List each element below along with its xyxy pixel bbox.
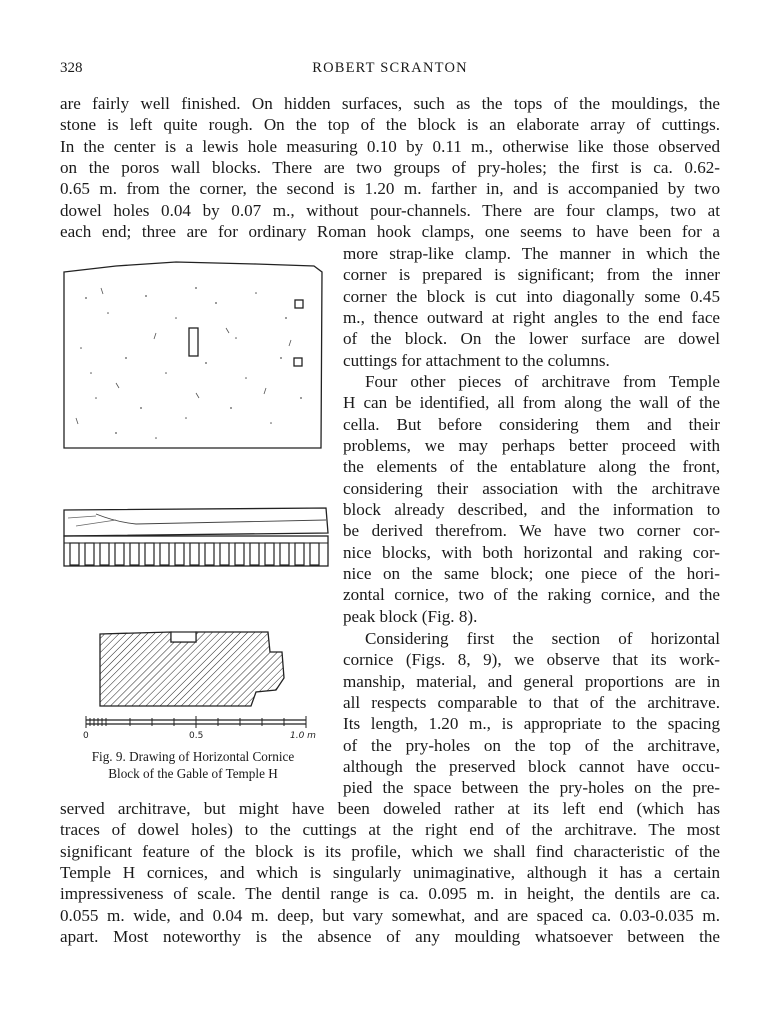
- text-line: impressiveness of scale. The dentil range is ca. 0.095 m. in height, the dentils are ca.: [60, 884, 720, 904]
- text-line: Its length, 1.20 m., is appropriate to the spacing: [343, 714, 720, 734]
- text-line: on the poros wall blocks. There are two groups of pry-holes; the first is ca. 0.62-: [60, 158, 720, 178]
- scale-label-end: 1.0 m: [290, 731, 316, 741]
- text-line: each end; three are for ordinary Roman hook clamps, one seems to have been for a: [60, 222, 720, 242]
- text-line: problems, we may perhaps better proceed with: [343, 436, 720, 456]
- text-line: of the block. On the lower surface are dowel: [343, 329, 720, 349]
- text-line: H can be identified, all from along the wall of the: [343, 393, 720, 413]
- text-line: block already described, and the information to: [343, 500, 720, 520]
- paragraph-4: [343, 628, 720, 799]
- elevation-view-drawing: [64, 508, 328, 566]
- text-line: Considering first the section of horizontal: [365, 629, 720, 648]
- text-line: more strap-like clamp. The manner in which the: [343, 244, 720, 263]
- caption-line: Block of the Gable of Temple H: [108, 766, 278, 781]
- text-line: pied the space between the pry-holes on the pre-: [343, 778, 720, 798]
- text-line: 0.65 m. from the corner, the second is 1.20 m. farther in, and is accompanied by two: [60, 179, 720, 199]
- text-line: Four other pieces of architrave from Temple: [365, 372, 720, 391]
- text-line: apart. Most noteworthy is the absence of any moulding whatsoever between the: [60, 927, 720, 947]
- paragraph-1: [60, 93, 720, 242]
- text-line: corner the block is cut into diagonally some 0.45: [343, 286, 720, 306]
- page-header: [60, 60, 720, 80]
- text-line: served architrave, but might have been doweled rather at its left end (which has: [60, 799, 720, 818]
- page-number: 328: [60, 60, 83, 76]
- top-view-drawing: [64, 262, 322, 448]
- text-line: significant feature of the block is its profile, which we shall find characteristic of the: [60, 841, 720, 861]
- text-line: of the pry-holes on the top of the architrave,: [343, 735, 720, 755]
- text-line: cella. But before considering them and their: [343, 414, 720, 434]
- text-line: m., thence outward at right angles to the end face: [343, 308, 720, 328]
- text-line: cuttings for attachment to the columns.: [343, 350, 610, 370]
- paragraph-2: [343, 243, 720, 371]
- text-line: traces of dowel holes) to the cuttings at the right end of the architrave. The most: [60, 820, 720, 840]
- running-head: ROBERT SCRANTON: [312, 60, 468, 76]
- text-line: corner is prepared is significant; from the inner: [343, 265, 720, 285]
- text-line: In the center is a lewis hole measuring 0.10 by 0.11 m., otherwise like those observed: [60, 136, 720, 156]
- scale-bar: [83, 716, 316, 741]
- text-line: although the preserved block cannot have occu-: [343, 757, 720, 777]
- text-line: dowel holes 0.04 by 0.07 m., without pour-channels. There are four clamps, two at: [60, 200, 720, 220]
- text-line: stone is left quite rough. On the top of the block is an elaborate array of cuttings.: [60, 115, 720, 135]
- text-line: the elements of the entablature along the front,: [343, 457, 720, 477]
- section-view-drawing: [100, 632, 284, 706]
- text-line: manship, material, and general proportions are in: [343, 671, 720, 691]
- scale-label-mid: 0.5: [189, 731, 204, 741]
- text-line: are fairly well finished. On hidden surfaces, such as the tops of the mouldings, the: [60, 94, 720, 113]
- text-line: all respects comparable to that of the architrave.: [343, 693, 720, 713]
- text-line: zontal cornice, two of the raking cornice, and the: [343, 585, 720, 605]
- text-line: cornice (Figs. 8, 9), we observe that its work-: [343, 650, 720, 670]
- scale-label-0: 0: [83, 731, 89, 741]
- paragraph-3: [343, 371, 720, 627]
- figure-9-caption: [56, 748, 330, 782]
- text-line: 0.055 m. wide, and 0.04 m. deep, but vary somewhat, and are spaced ca. 0.03-0.035 m.: [60, 905, 720, 925]
- text-line: nice blocks, with both horizontal and raking cor-: [343, 542, 720, 562]
- figure-9-drawing: [56, 258, 336, 788]
- text-line: nice on the same block; one piece of the hori-: [343, 564, 720, 584]
- text-line: Temple H cornices, and which is singularly unimaginative, although it has a certain: [60, 863, 720, 883]
- text-line: be derived therefrom. We have two corner cor-: [343, 521, 720, 541]
- text-line: peak block (Fig. 8).: [343, 606, 478, 626]
- paragraph-5: [60, 798, 720, 947]
- caption-line: Fig. 9. Drawing of Horizontal Cornice: [91, 749, 295, 764]
- text-line: considering their association with the architrave: [343, 478, 720, 498]
